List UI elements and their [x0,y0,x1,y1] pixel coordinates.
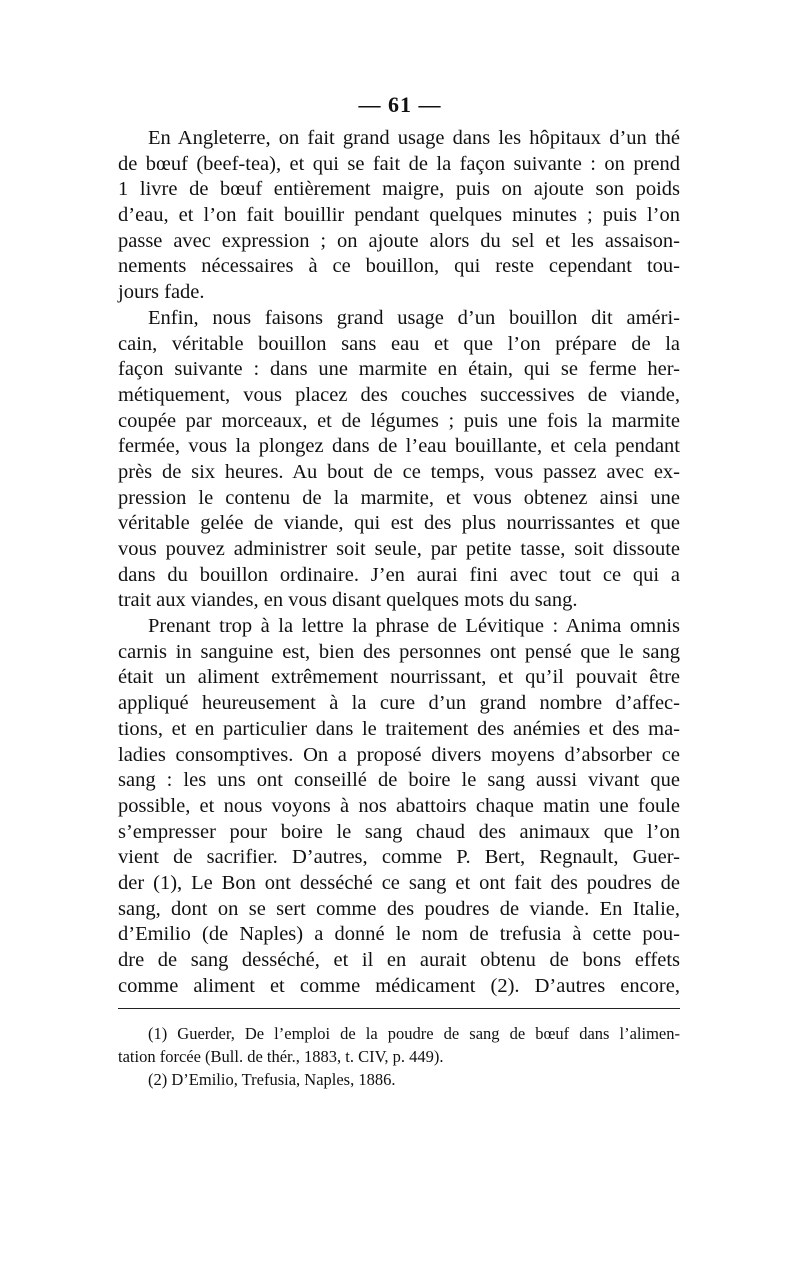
footnote-divider [118,1008,680,1009]
page-number: — 61 — [358,92,442,117]
text-line: dans du bouillon ordinaire. J’en aurai fini avec tout ce qui a [118,563,680,586]
text-line: 1 livre de bœuf entièrement maigre, puis on ajoute son poids [118,178,680,201]
text-line: trait aux viandes, en vous disant quelques mots du sang. [118,589,578,612]
text-line: près de six heures. Au bout de ce temps, vous passez avec ex- [118,460,680,483]
text-line: coupée par morceaux, et de légumes ; puis une fois la marmite [118,409,680,432]
text-line: appliqué heureusement à la cure d’un grand nombre d’affec- [118,692,680,715]
text-line: d’Emilio (de Naples) a donné le nom de trefusia à cette pou- [118,923,680,946]
text-line: passe avec expression ; on ajoute alors du sel et les assaison- [118,229,680,252]
text-line: nements nécessaires à ce bouillon, qui reste cependant tou- [118,255,680,278]
text-line: der (1), Le Bon ont desséché ce sang et ont fait des poudres de [118,871,680,894]
text-line: possible, et nous voyons à nos abattoirs chaque matin une foule [118,794,680,817]
text-line: cain, véritable bouillon sans eau et que l’on prépare de la [118,332,680,355]
text-line: s’empresser pour boire le sang chaud des animaux que l’on [118,820,680,843]
text-line: carnis in sanguine est, bien des personnes ont pensé que le sang [118,640,680,663]
footnote-line: (1) Guerder, De l’emploi de la poudre de sang de bœuf dans l’alimen- [148,1024,680,1043]
text-line: était un aliment extrêmement nourrissant, et qu’il pouvait être [118,666,680,689]
footnote-line: (2) D’Emilio, Trefusia, Naples, 1886. [148,1070,396,1089]
text-line: vous pouvez administrer soit seule, par petite tasse, soit dissoute [118,538,680,560]
footnotes [118,1022,680,1091]
text-line: ladies consomptives. On a proposé divers moyens d’absorber ce [118,743,680,766]
text-line: vient de sacrifier. D’autres, comme P. Bert, Regnault, Guer- [118,846,680,869]
text-line: Enfin, nous faisons grand usage d’un bouillon dit améri- [148,306,680,329]
text-line: pression le contenu de la marmite, et vous obtenez ainsi une [118,486,680,509]
body-text [118,126,680,999]
text-line: sang, dont on se sert comme des poudres de viande. En Italie, [118,897,680,920]
text-line: véritable gelée de viande, qui est des plus nourrissantes et que [118,512,680,535]
text-line: jours fade. [118,281,205,304]
text-line: d’eau, et l’on fait bouillir pendant quelques minutes ; puis l’on [118,204,680,227]
text-line: dre de sang desséché, et il en aurait obtenu de bons effets [118,949,680,971]
text-line: En Angleterre, on fait grand usage dans les hôpitaux d’un thé [148,127,680,149]
text-line: Prenant trop à la lettre la phrase de Lévitique : Anima omnis [148,615,680,638]
text-line: fermée, vous la plongez dans de l’eau bouillante, et cela pendant [118,435,680,458]
text-line: comme aliment et comme médicament (2). D’autres encore, [118,974,680,997]
text-line: de bœuf (beef-tea), et qui se fait de la façon suivante : on prend [118,152,680,175]
text-line: métiquement, vous placez des couches successives de viande, [118,383,680,406]
text-line: tions, et en particulier dans le traitement des anémies et des ma- [118,717,680,740]
footnote-line: tation forcée (Bull. de thér., 1883, t. CIV, p. 449). [118,1047,444,1066]
text-line: façon suivante : dans une marmite en étain, qui se ferme her- [118,358,680,381]
text-line: sang : les uns ont conseillé de boire le sang aussi vivant que [118,769,680,792]
